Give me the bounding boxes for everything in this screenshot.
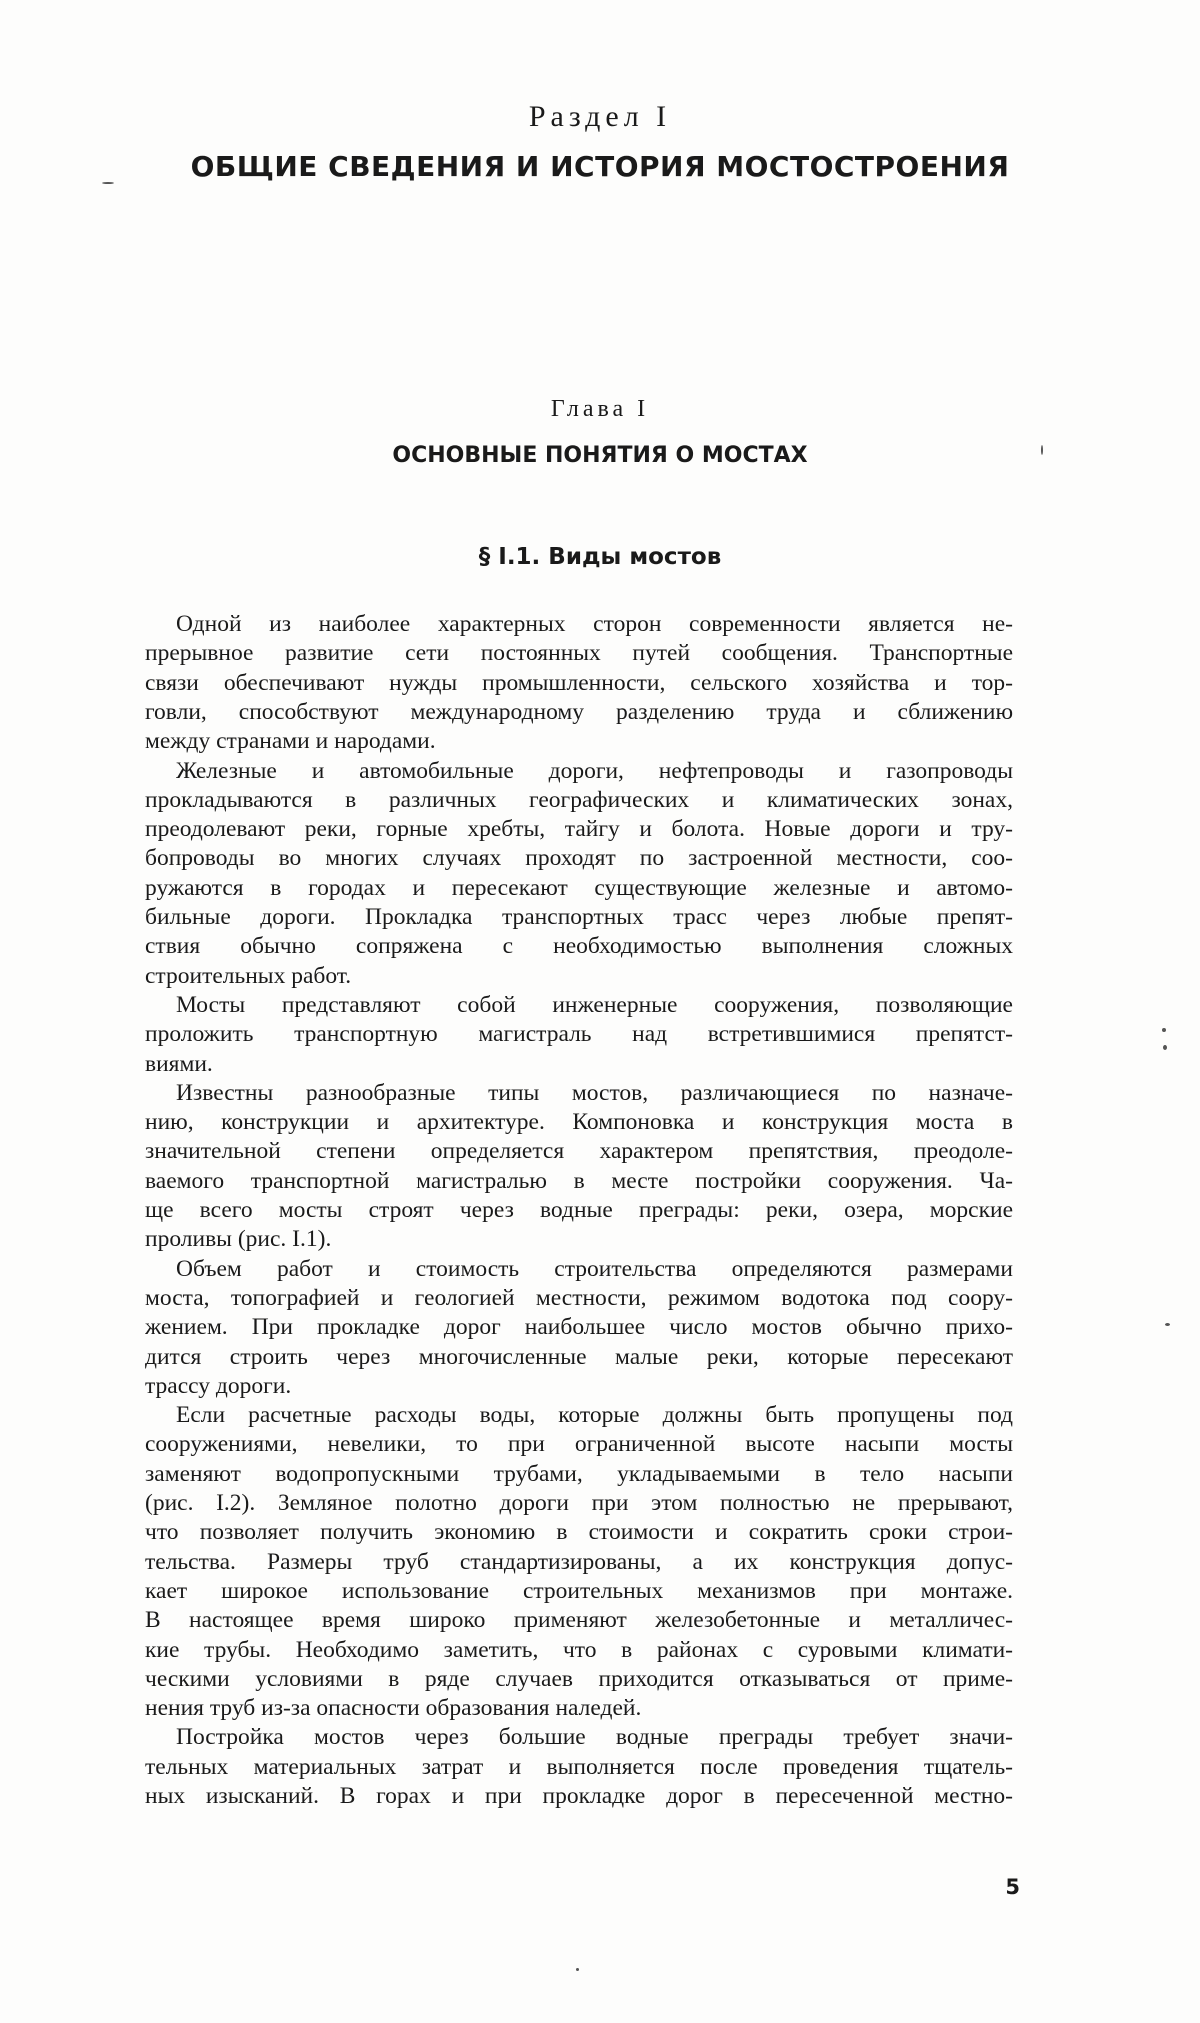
text-line: моста, топографией и геологией местности, режимом водотока под соору- [145, 1284, 1013, 1311]
scan-speck [1162, 1028, 1166, 1032]
text-line: ще всего мосты строят через водные преграды: реки, озера, морские [145, 1197, 1013, 1223]
text-line: проложить транспортную магистраль над встретившимися препятст- [145, 1021, 1013, 1048]
text-line: значительной степени определяется характером препятствия, преодоле- [145, 1138, 1013, 1165]
text-line: кает широкое использование строительных механизмов при монтаже. [145, 1577, 1013, 1604]
text-line: ческими условиями в ряде случаев приходится отказываться от приме- [145, 1665, 1013, 1692]
text-line: В настоящее время широко применяют железобетонные и металличес- [145, 1607, 1013, 1634]
text-line: дится строить через многочисленные малые реки, которые пересекают [145, 1343, 1013, 1370]
section-title: ОБЩИЕ СВЕДЕНИЯ И ИСТОРИЯ МОСТОСТРОЕНИЯ [190, 150, 1010, 183]
text-line: прерывное развитие сети постоянных путей сообщения. Транспортные [145, 640, 1013, 667]
text-line: ных изысканий. В горах и при прокладке дорог в пересеченной местно- [145, 1783, 1013, 1809]
text-line: нения труб из-за опасности образования наледей. [145, 1695, 642, 1722]
text-line: трассу дороги. [145, 1372, 292, 1399]
text-line: бопроводы во многих случаях проходят по застроенной местности, соо- [145, 845, 1013, 872]
text-line: связи обеспечивают нужды промышленности, сельского хозяйства и тор- [145, 669, 1013, 696]
chapter-title: ОСНОВНЫЕ ПОНЯТИЯ О МОСТАХ [392, 443, 808, 468]
page-number: 5 [1005, 1875, 1020, 1899]
text-line: заменяют водопропускными трубами, укладываемыми в тело насыпи [145, 1460, 1013, 1487]
text-line: ружаются в городах и пересекают существующие железные и автомо- [145, 874, 1013, 901]
paragraph-heading: § I.1. Виды мостов [478, 544, 722, 570]
text-line: говли, способствуют международному разделению труда и сближению [145, 698, 1013, 725]
text-line: Постройка мостов через большие водные преграды требует значи- [176, 1724, 1013, 1751]
chapter-label: Глава I [550, 396, 650, 422]
scan-speck [1041, 445, 1043, 455]
text-line: бильные дороги. Прокладка транспортных трасс через любые препят- [145, 904, 1013, 930]
scan-speck [1163, 1045, 1167, 1050]
text-line: кие трубы. Необходимо заметить, что в районах с суровыми климати- [145, 1636, 1013, 1663]
text-line: преодолевают реки, горные хребты, тайгу и болота. Новые дороги и тру- [145, 816, 1013, 843]
text-line: Одной из наиболее характерных сторон современности является не- [176, 611, 1013, 637]
text-line: (рис. I.2). Земляное полотно дороги при этом полностью не прерывают, [145, 1490, 1013, 1516]
text-line: нию, конструкции и архитектуре. Компоновка и конструкция моста в [145, 1109, 1013, 1136]
text-line: виями. [145, 1050, 213, 1077]
text-line: строительных работ. [145, 962, 352, 989]
text-line: прокладываются в различных географических и климатических зонах, [145, 786, 1013, 813]
text-line: проливы (рис. I.1). [145, 1226, 332, 1253]
text-line: ствия обычно сопряжена с необходимостью выполнения сложных [145, 933, 1013, 960]
text-line: тельных материальных затрат и выполняется после проведения тщатель- [145, 1753, 1013, 1780]
text-line: что позволяет получить экономию в стоимости и сократить сроки строи- [145, 1519, 1013, 1546]
scan-speck [576, 1968, 579, 1971]
text-line: тельства. Размеры труб стандартизированы, а их конструкция допус- [145, 1548, 1013, 1575]
text-line: ваемого транспортной магистралью в месте постройки сооружения. Ча- [145, 1167, 1013, 1194]
scan-speck [1165, 1323, 1170, 1326]
text-line: Объем работ и стоимость строительства определяются размерами [176, 1255, 1013, 1282]
scan-speck [102, 182, 114, 184]
text-line: сооружениями, невелики, то при ограниченной высоте насыпи мосты [145, 1431, 1013, 1458]
text-line: между странами и народами. [145, 728, 436, 755]
text-line: Железные и автомобильные дороги, нефтепроводы и газопроводы [176, 757, 1013, 784]
text-line: Если расчетные расходы воды, которые должны быть пропущены под [176, 1402, 1013, 1429]
text-line: Мосты представляют собой инженерные сооружения, позволяющие [176, 991, 1013, 1018]
section-label: Раздел I [528, 100, 672, 133]
text-line: Известны разнообразные типы мостов, различающиеся по назначе- [176, 1079, 1013, 1106]
text-line: жением. При прокладке дорог наибольшее число мостов обычно прихо- [145, 1314, 1013, 1341]
